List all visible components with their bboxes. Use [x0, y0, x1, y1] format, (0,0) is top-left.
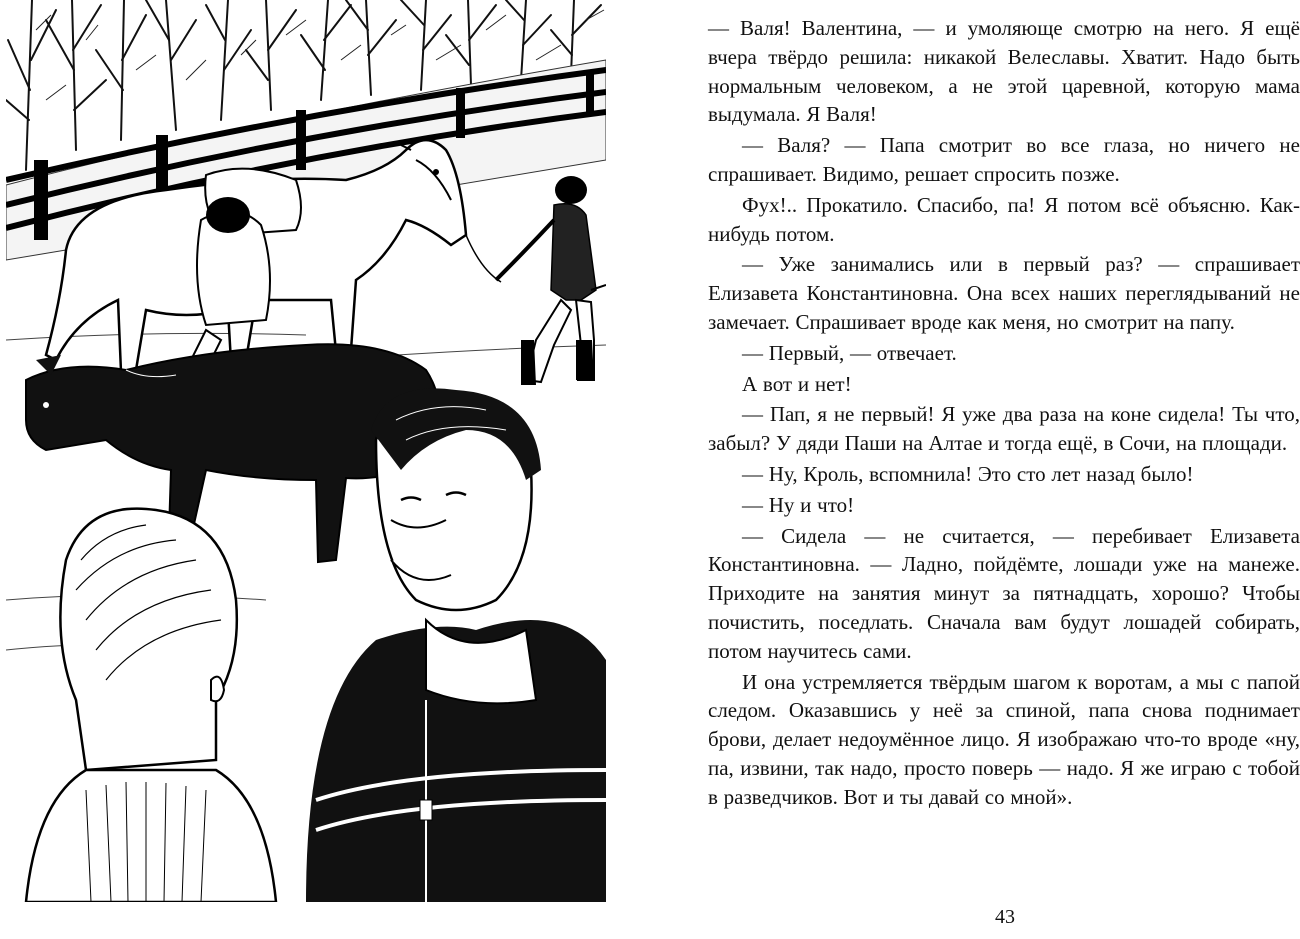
horse-riding-scene-icon — [6, 0, 606, 902]
page-number: 43 — [995, 906, 1015, 928]
paragraph: Фух!.. Прокатило. Спасибо, па! Я потом всё объясню. Как-нибудь потом. — [708, 192, 1300, 246]
paragraph: — Валя? — Папа смотрит во все глаза, но ничего не спрашивает. Видимо, решает спросить позже. — [708, 133, 1300, 186]
paragraph: — Пап, я не первый! Я уже два раза на коне сидела! Ты что, забыл? У дяди Паши на Алтае и тогда ещё, в Сочи, на площади. — [708, 402, 1300, 456]
paragraph: А вот и нет! — [742, 371, 852, 396]
paragraph: — Сидела — не считается, — перебивает Елизавета Константиновна. — Ладно, пойдёмте, лошади уже на манеже. Приходите на занятия минут за пятнадцать, хорошо? Чтобы почистить, поседлать. Сначала вам будут лошадей собирать, потом научитесь сами. — [708, 523, 1300, 663]
paragraph: — Уже занимались или в первый раз? — спрашивает Елизавета Константиновна. Она всех наших переглядываний не замечает. Спрашивает вроде как меня, но смотрит на папу. — [708, 252, 1300, 334]
paragraph: И она устремляется твёрдым шагом к воротам, а мы с папой следом. Оказавшись у неё за спиной, папа снова поднимает брови, делает недоумённое лицо. Я изображаю что-то вроде «ну, па, извини, так надо, просто поверь — надо. Я же играю с тобой в разведчиков. Вот и ты давай со мной». — [708, 669, 1300, 809]
paragraph: — Первый, — отвечает. — [742, 340, 957, 365]
illustration — [6, 0, 606, 902]
text-column — [708, 14, 1300, 814]
paragraph: — Валя! Валентина, — и умоляюще смотрю на него. Я ещё вчера твёрдо решила: никакой Велеславы. Хватит. Надо быть нормальным человеком, а не этой царевной, которую мама выдумала. Я Валя! — [708, 16, 1300, 127]
paragraph: — Ну, Кроль, вспомнила! Это сто лет назад было! — [742, 461, 1194, 486]
paragraph: — Ну и что! — [742, 492, 855, 517]
